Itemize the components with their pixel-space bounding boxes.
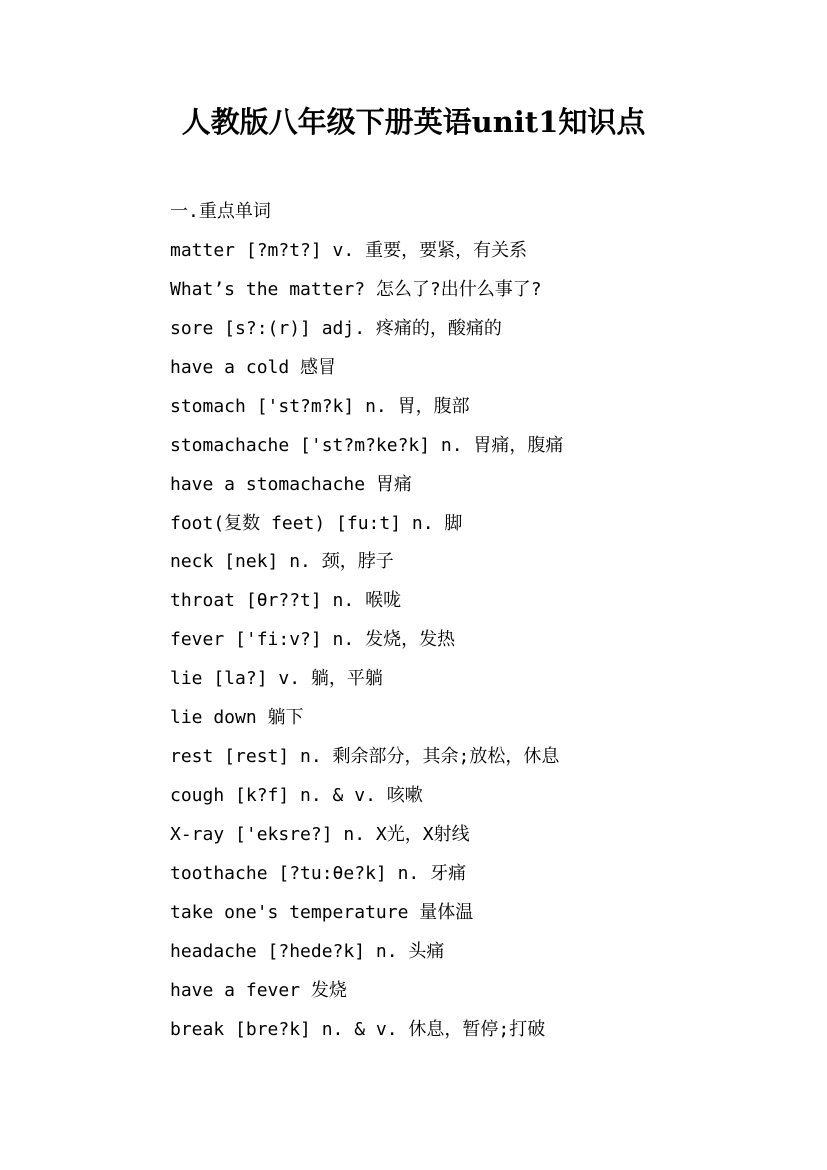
vocab-entry: lie down 躺下 xyxy=(170,707,304,729)
vocab-entry: have a cold 感冒 xyxy=(170,356,337,378)
vocab-entry: cough [k?f] n. & v. 咳嗽 xyxy=(170,785,423,807)
vocab-entry: break [bre?k] n. & v. 休息，暂停;打破 xyxy=(170,1018,546,1040)
vocab-entry: neck [nek] n. 颈，脖子 xyxy=(170,551,394,573)
vocab-entry: matter [?m?t?] v. 重要，要紧，有关系 xyxy=(170,239,528,261)
vocab-entry: foot(复数 feet) [fu:t] n. 脚 xyxy=(170,512,463,534)
vocab-entry: take one's temperature 量体温 xyxy=(170,901,474,923)
section-heading: 一.重点单词 xyxy=(170,201,271,222)
vocab-entry: toothache [?tu:θe?k] n. 牙痛 xyxy=(170,862,467,884)
vocab-entry: throat [θr??t] n. 喉咙 xyxy=(170,590,402,612)
content-lines xyxy=(170,193,563,1050)
vocab-entry: sore [s?:(r)] adj. 疼痛的，酸痛的 xyxy=(170,317,502,339)
vocab-entry: have a fever 发烧 xyxy=(170,979,347,1001)
vocab-entry: stomachache ['st?m?ke?k] n. 胃痛，腹痛 xyxy=(170,434,564,456)
vocab-entry: rest [rest] n. 剩余部分，其余;放松，休息 xyxy=(170,746,560,768)
vocab-entry: stomach ['st?m?k] n. 胃，腹部 xyxy=(170,395,470,417)
vocab-entry: have a stomachache 胃痛 xyxy=(170,473,412,495)
document-title: 人教版八年级下册英语unit1知识点 xyxy=(181,105,646,139)
vocab-entry: lie [la?] v. 躺，平躺 xyxy=(170,668,383,690)
vocab-entry: headache [?hede?k] n. 头痛 xyxy=(170,940,445,962)
vocab-entry: X-ray ['eksre?] n. X光，X射线 xyxy=(170,824,470,845)
vocab-entry: What’s the matter? 怎么了?出什么事了? xyxy=(170,278,542,300)
vocab-entry: fever ['fi:v?] n. 发烧，发热 xyxy=(170,629,456,651)
